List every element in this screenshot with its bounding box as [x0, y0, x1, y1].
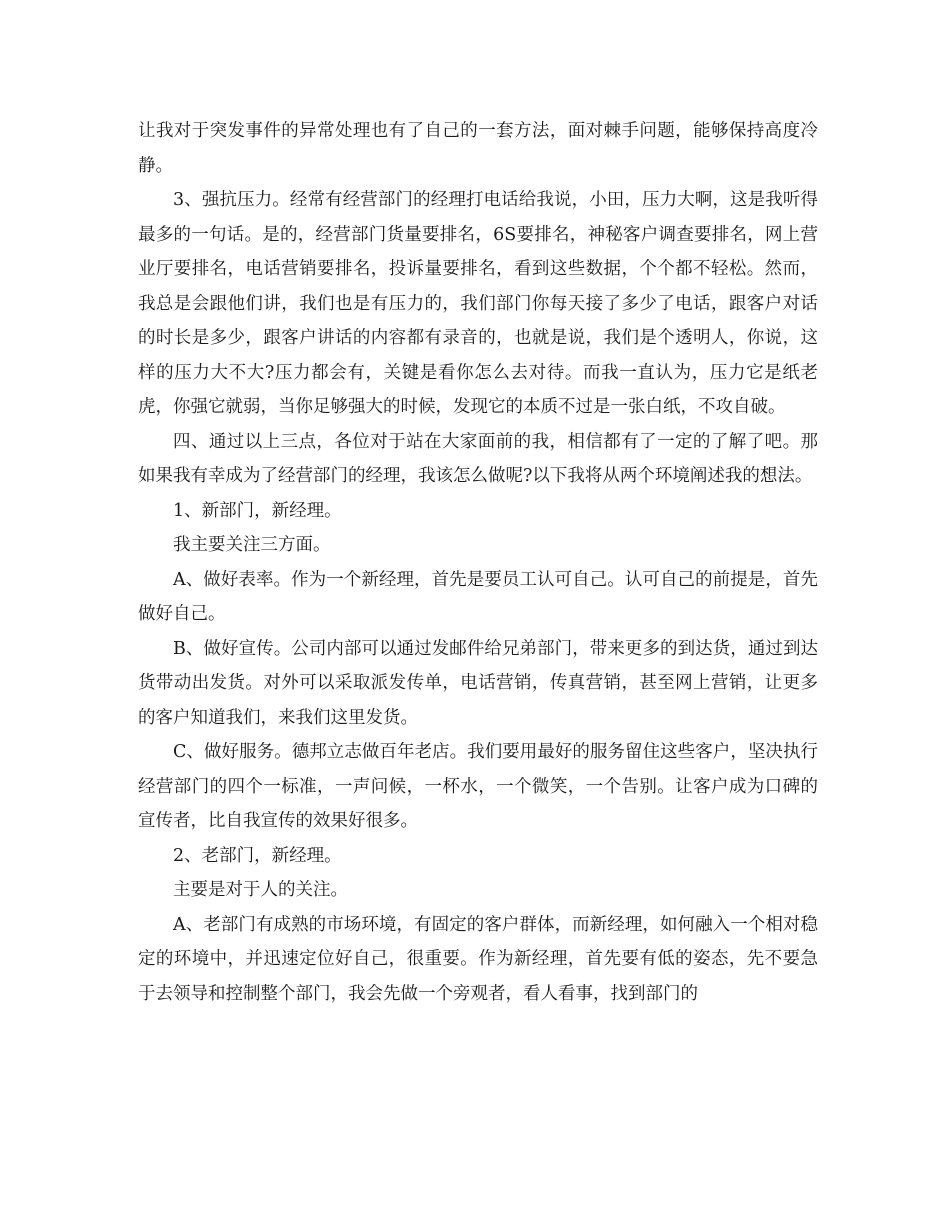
paragraph-2: 3、强抗压力。经常有经营部门的经理打电话给我说，小田，压力大啊，这是我听得最多的一句话。是的，经营部门货量要排名，6S要排名，神秘客户调查要排名，网上营业厅要排名，电话营销要排名，投诉量要排名，看到这些数据，个个都不轻松。然而，我总是会跟他们讲，我们也是有压力的，我们部门你每天接了多少了电话，跟客户对话的时长是多少，跟客户讲话的内容都有录音的，也就是说，我们是个透明人，你说，这样的压力大不大?压力都会有，关键是看你怎么去对待。而我一直认为，压力它是纸老虎，你强它就弱，当你足够强大的时候，发现它的本质不过是一张白纸，不攻自破。 — [138, 190, 818, 417]
paragraph-3: 四、通过以上三点，各位对于站在大家面前的我，相信都有了一定的了解了吧。那如果我有幸成为了经营部门的经理，我该怎么做呢?以下我将从两个环境阐述我的想法。 — [138, 431, 818, 486]
paragraph-10: 主要是对于人的关注。 — [173, 880, 348, 900]
paragraph-6: A、做好表率。作为一个新经理，首先是要员工认可自己。认可自己的前提是，首先做好自己。 — [138, 569, 818, 624]
document-body — [138, 114, 818, 1011]
paragraph-11: A、老部门有成熟的市场环境，有固定的客户群体，而新经理，如何融入一个相对稳定的环境中，并迅速定位好自己，很重要。作为新经理，首先要有低的姿态，先不要急于去领导和控制整个部门，我会先做一个旁观者，看人看事，找到部门的 — [138, 914, 818, 1004]
paragraph-7: B、做好宣传。公司内部可以通过发邮件给兄弟部门，带来更多的到达货，通过到达货带动出发货。对外可以采取派发传单，电话营销，传真营销，甚至网上营销，让更多的客户知道我们，来我们这里发货。 — [138, 638, 818, 728]
paragraph-9: 2、老部门，新经理。 — [173, 845, 342, 866]
paragraph-4: 1、新部门，新经理。 — [173, 500, 342, 521]
paragraph-8: C、做好服务。德邦立志做百年老店。我们要用最好的服务留住这些客户，坚决执行经营部门的四个一标准，一声问候，一杯水，一个微笑，一个告别。让客户成为口碑的宣传者，比自我宣传的效果好很多。 — [138, 742, 818, 831]
paragraph-5: 我主要关注三方面。 — [173, 535, 331, 555]
paragraph-1: 让我对于突发事件的异常处理也有了自己的一套方法，面对棘手问题，能够保持高度冷静。 — [138, 121, 818, 176]
